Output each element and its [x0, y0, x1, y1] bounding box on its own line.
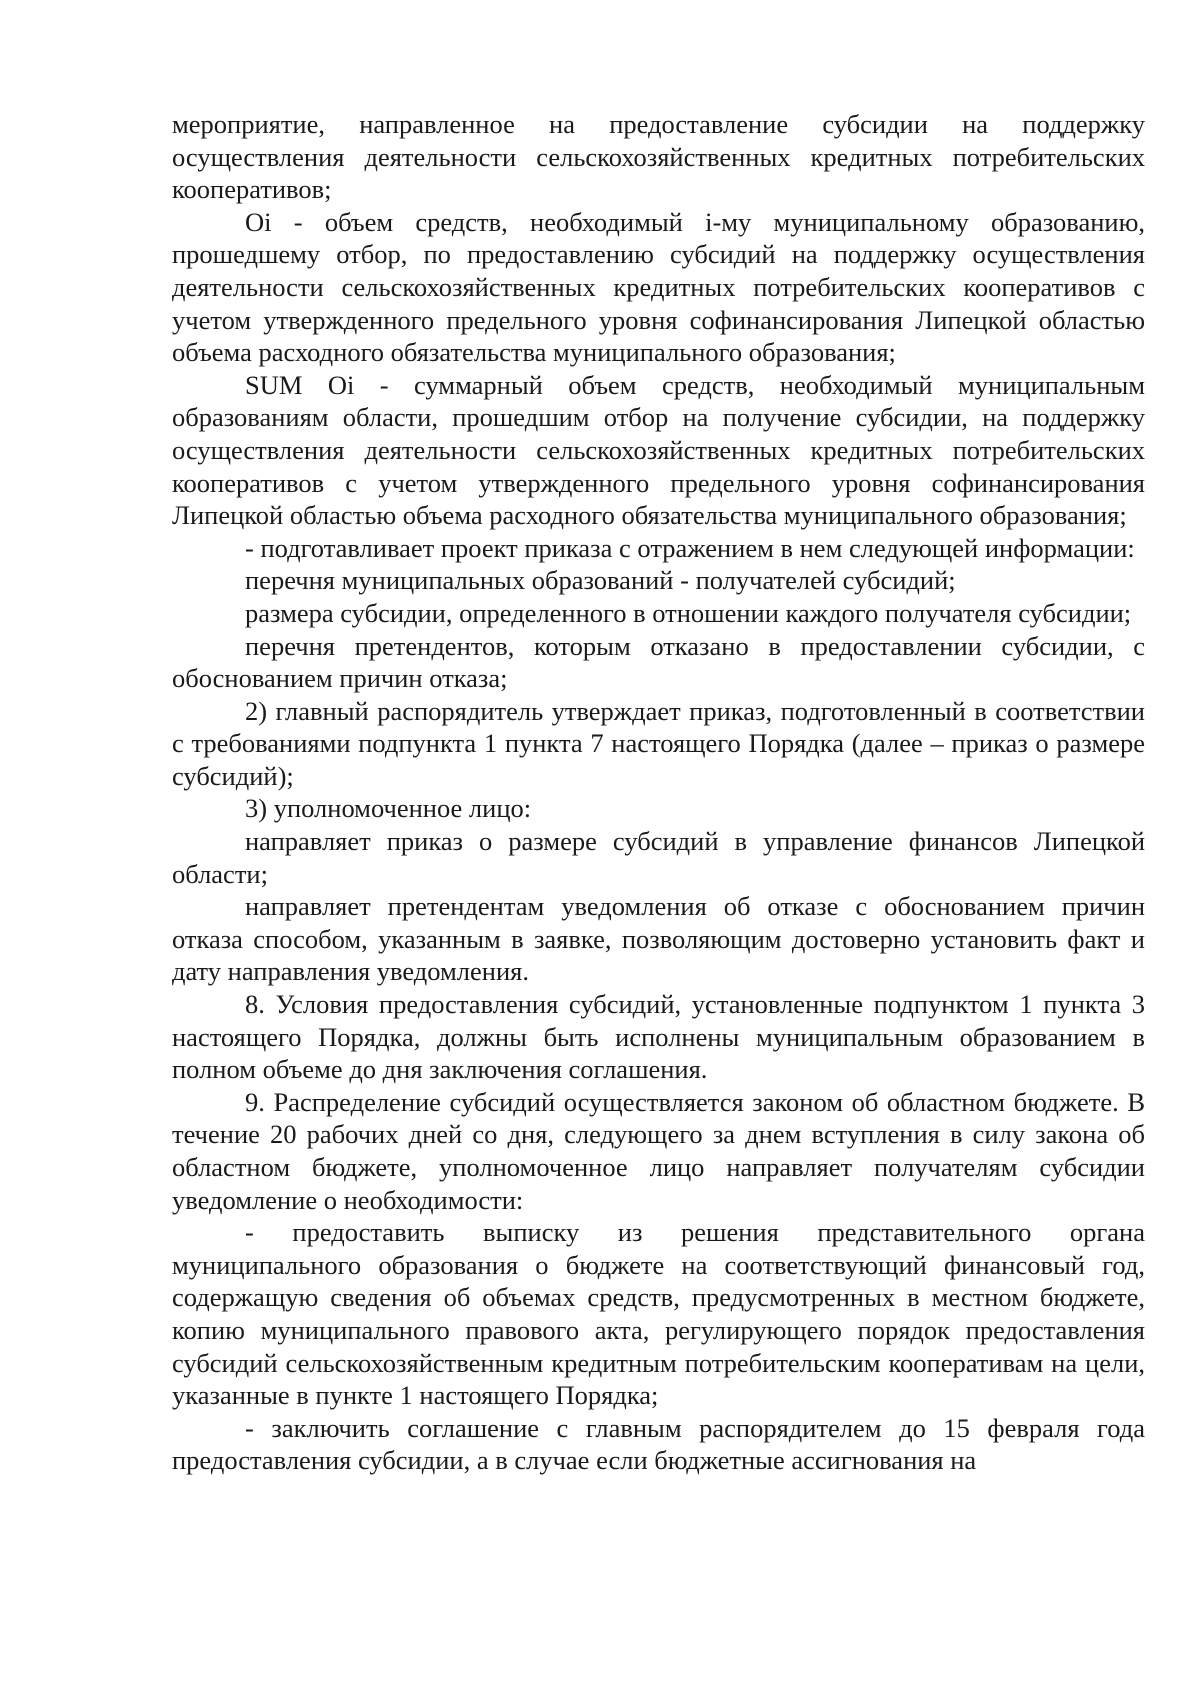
paragraph-4: - подготавливает проект приказа с отражением в нем следующей информации: — [245, 532, 1135, 563]
paragraph-6: размера субсидии, определенного в отношении каждого получателя субсидии; — [245, 597, 1132, 628]
paragraph-1: мероприятие, направленное на предоставление субсидии на поддержку осуществления деятельности сельскохозяйственных кредитных потребительских кооперативов; — [172, 109, 1145, 205]
paragraph-15: - заключить соглашение с главным распорядителем до 15 февраля года предоставления субсидии, а в случае если бюджетные ассигнования на — [172, 1412, 1145, 1476]
document-page — [172, 108, 1145, 1477]
paragraph-8: 2) главный распорядитель утверждает приказ, подготовленный в соответствии с требованиями подпункта 1 пункта 7 настоящего Порядка (далее – приказ о размере субсидий); — [172, 695, 1145, 791]
paragraph-3: SUM Oi - суммарный объем средств, необходимый муниципальным образованиям области, прошедшим отбор на получение субсидии, на поддержку осуществления деятельности сельскохозяйственных кредитных потребительских кооперативов с учетом утвержденного предельного уровня софинансирования Липецкой областью объема расходного обязательства муниципального образования; — [172, 369, 1145, 531]
paragraph-11: направляет претендентам уведомления об отказе с обоснованием причин отказа способом, указанным в заявке, позволяющим достоверно установить факт и дату направления уведомления. — [172, 891, 1145, 987]
paragraph-14: - предоставить выписку из решения представительного органа муниципального образования о бюджете на соответствующий финансовый год, содержащую сведения об объемах средств, предусмотренных в местном бюджете, копию муниципального правового акта, регулирующего порядок предоставления субсидий сельскохозяйственным кредитным потребительским кооперативам на цели, указанные в пункте 1 настоящего Порядка; — [172, 1217, 1145, 1411]
paragraph-5: перечня муниципальных образований - получателей субсидий; — [245, 565, 956, 596]
paragraph-2: Oi - объем средств, необходимый i-му муниципальному образованию, прошедшему отбор, по предоставлению субсидий на поддержку осуществления деятельности сельскохозяйственных кредитных потребительских кооперативов с учетом утвержденного предельного уровня софинансирования Липецкой областью объема расходного обязательства муниципального образования; — [172, 206, 1145, 368]
paragraph-9: 3) уполномоченное лицо: — [245, 793, 532, 824]
paragraph-12: 8. Условия предоставления субсидий, установленные подпунктом 1 пункта 3 настоящего Порядка, должны быть исполнены муниципальным образованием в полном объеме до дня заключения соглашения. — [172, 989, 1145, 1085]
paragraph-10: направляет приказ о размере субсидий в управление финансов Липецкой области; — [172, 826, 1145, 889]
paragraph-7: перечня претендентов, которым отказано в предоставлении субсидии, с обоснованием причин отказа; — [172, 630, 1145, 694]
paragraph-13: 9. Распределение субсидий осуществляется законом об областном бюджете. В течение 20 рабочих дней со дня, следующего за днем вступления в силу закона об областном бюджете, уполномоченное лицо направляет получателям субсидии уведомление о необходимости: — [172, 1086, 1145, 1215]
